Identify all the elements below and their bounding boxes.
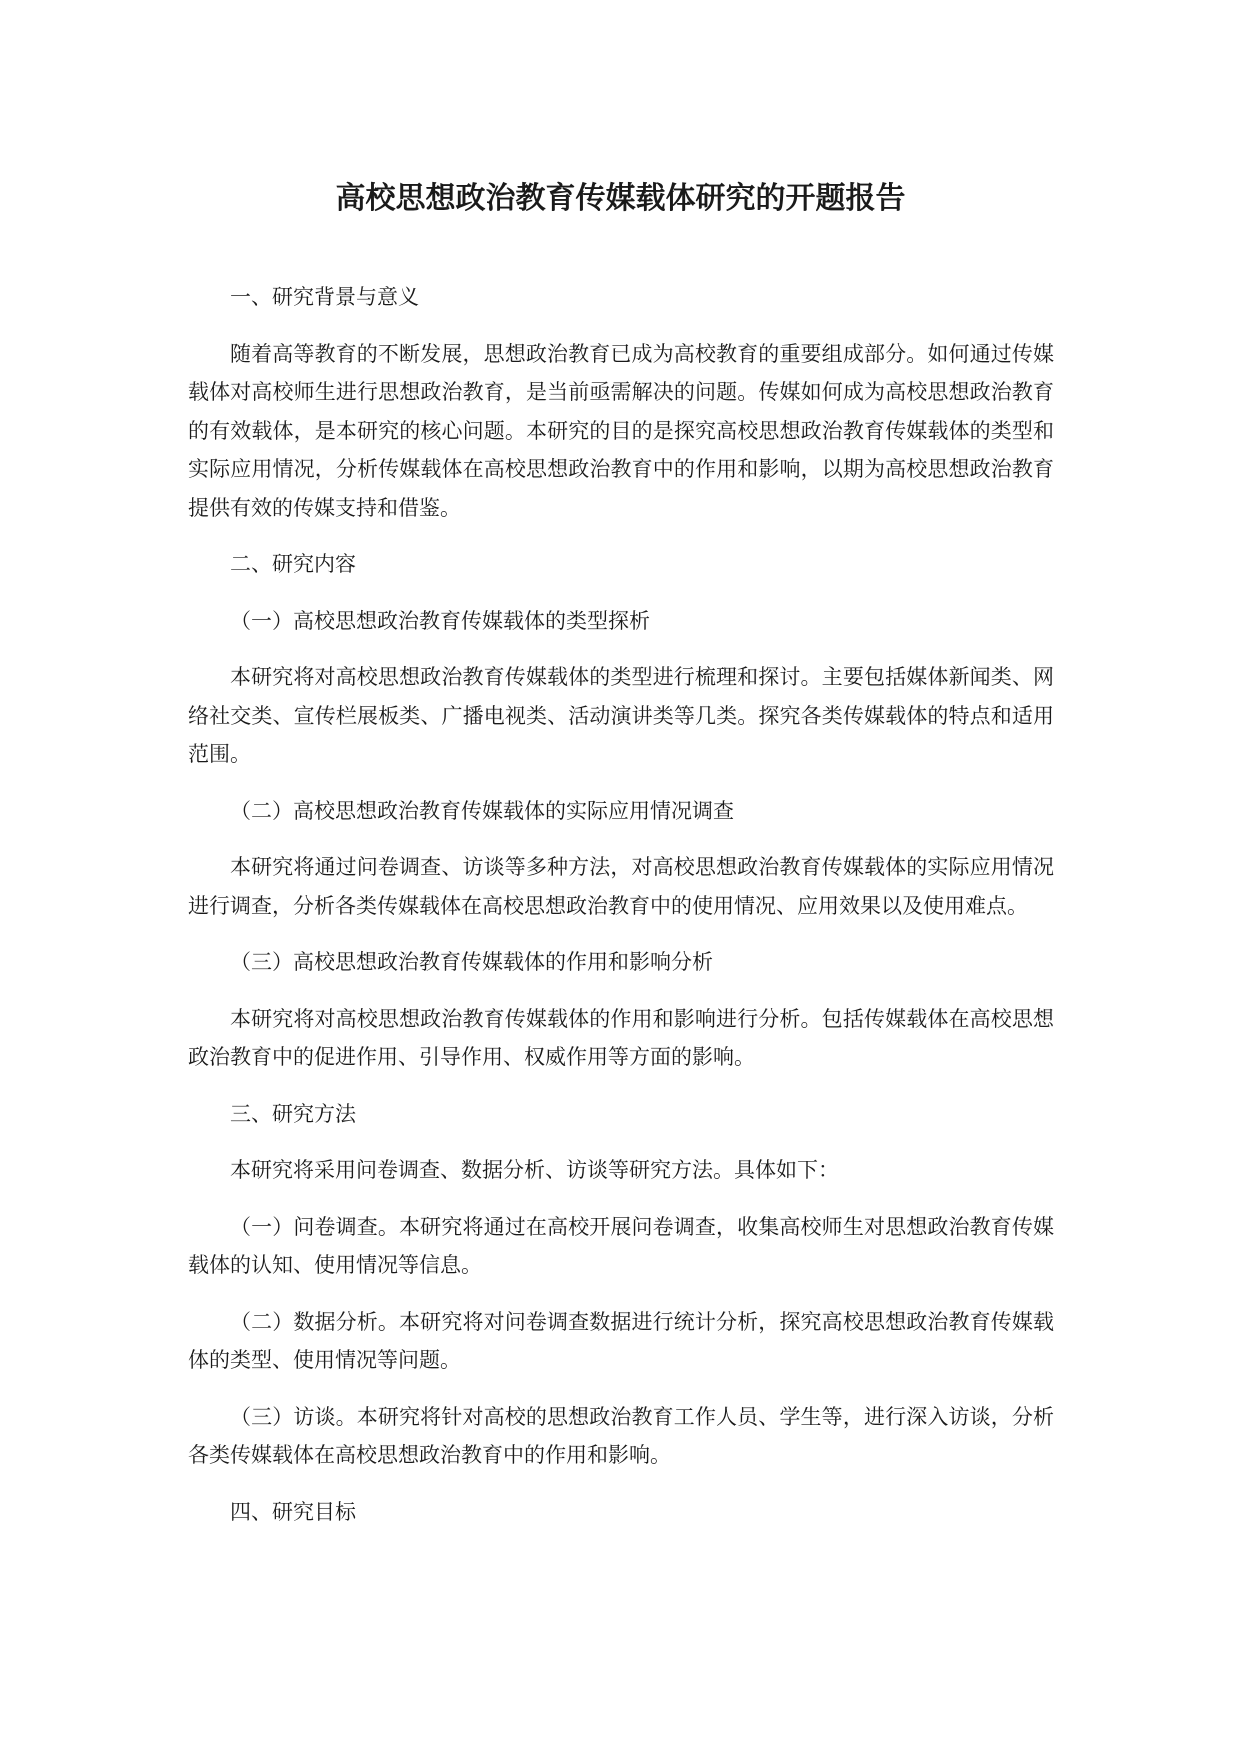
section-heading-content: 二、研究内容 [230, 552, 356, 576]
subheading-types: （一）高校思想政治教育传媒载体的类型探析 [230, 608, 650, 633]
paragraph-methods-intro: 本研究将采用问卷调查、数据分析、访谈等研究方法。具体如下： [230, 1158, 839, 1182]
paragraph-method-analysis: （二）数据分析。本研究将对问卷调查数据进行统计分析，探究高校思想政治教育传媒载体的类型、使用情况等问题。 [188, 1309, 1054, 1372]
paragraph-method-interview: （三）访谈。本研究将针对高校的思想政治教育工作人员、学生等，进行深入访谈，分析各类传媒载体在高校思想政治教育中的作用和影响。 [188, 1404, 1054, 1467]
section-heading-methods: 三、研究方法 [230, 1101, 356, 1126]
paragraph-method-survey: （一）问卷调查。本研究将通过在高校开展问卷调查，收集高校师生对思想政治教育传媒载体的认知、使用情况等信息。 [188, 1214, 1054, 1277]
subheading-effects: （三）高校思想政治教育传媒载体的作用和影响分析 [230, 950, 713, 974]
document-title: 高校思想政治教育传媒载体研究的开题报告 [335, 181, 906, 216]
subheading-application: （二）高校思想政治教育传媒载体的实际应用情况调查 [230, 798, 734, 823]
paragraph-effects: 本研究将对高校思想政治教育传媒载体的作用和影响进行分析。包括传媒载体在高校思想政治教育中的促进作用、引导作用、权威作用等方面的影响。 [188, 1006, 1054, 1069]
paragraph-types: 本研究将对高校思想政治教育传媒载体的类型进行梳理和探讨。主要包括媒体新闻类、网络社交类、宣传栏展板类、广播电视类、活动演讲类等几类。探究各类传媒载体的特点和适用范围。 [188, 665, 1054, 766]
paragraph-background: 随着高等教育的不断发展，思想政治教育已成为高校教育的重要组成部分。如何通过传媒载体对高校师生进行思想政治教育，是当前亟需解决的问题。传媒如何成为高校思想政治教育的有效载体，是本研究的核心问题。本研究的目的是探究高校思想政治教育传媒载体的类型和实际应用情况，分析传媒载体在高校思想政治教育中的作用和影响，以期为高校思想政治教育提供有效的传媒支持和借鉴。 [188, 341, 1054, 520]
document-body [188, 278, 1054, 1549]
section-heading-background: 一、研究背景与意义 [230, 285, 419, 309]
paragraph-application: 本研究将通过问卷调查、访谈等多种方法，对高校思想政治教育传媒载体的实际应用情况进行调查，分析各类传媒载体在高校思想政治教育中的使用情况、应用效果以及使用难点。 [188, 855, 1054, 918]
section-heading-goals: 四、研究目标 [230, 1499, 356, 1524]
